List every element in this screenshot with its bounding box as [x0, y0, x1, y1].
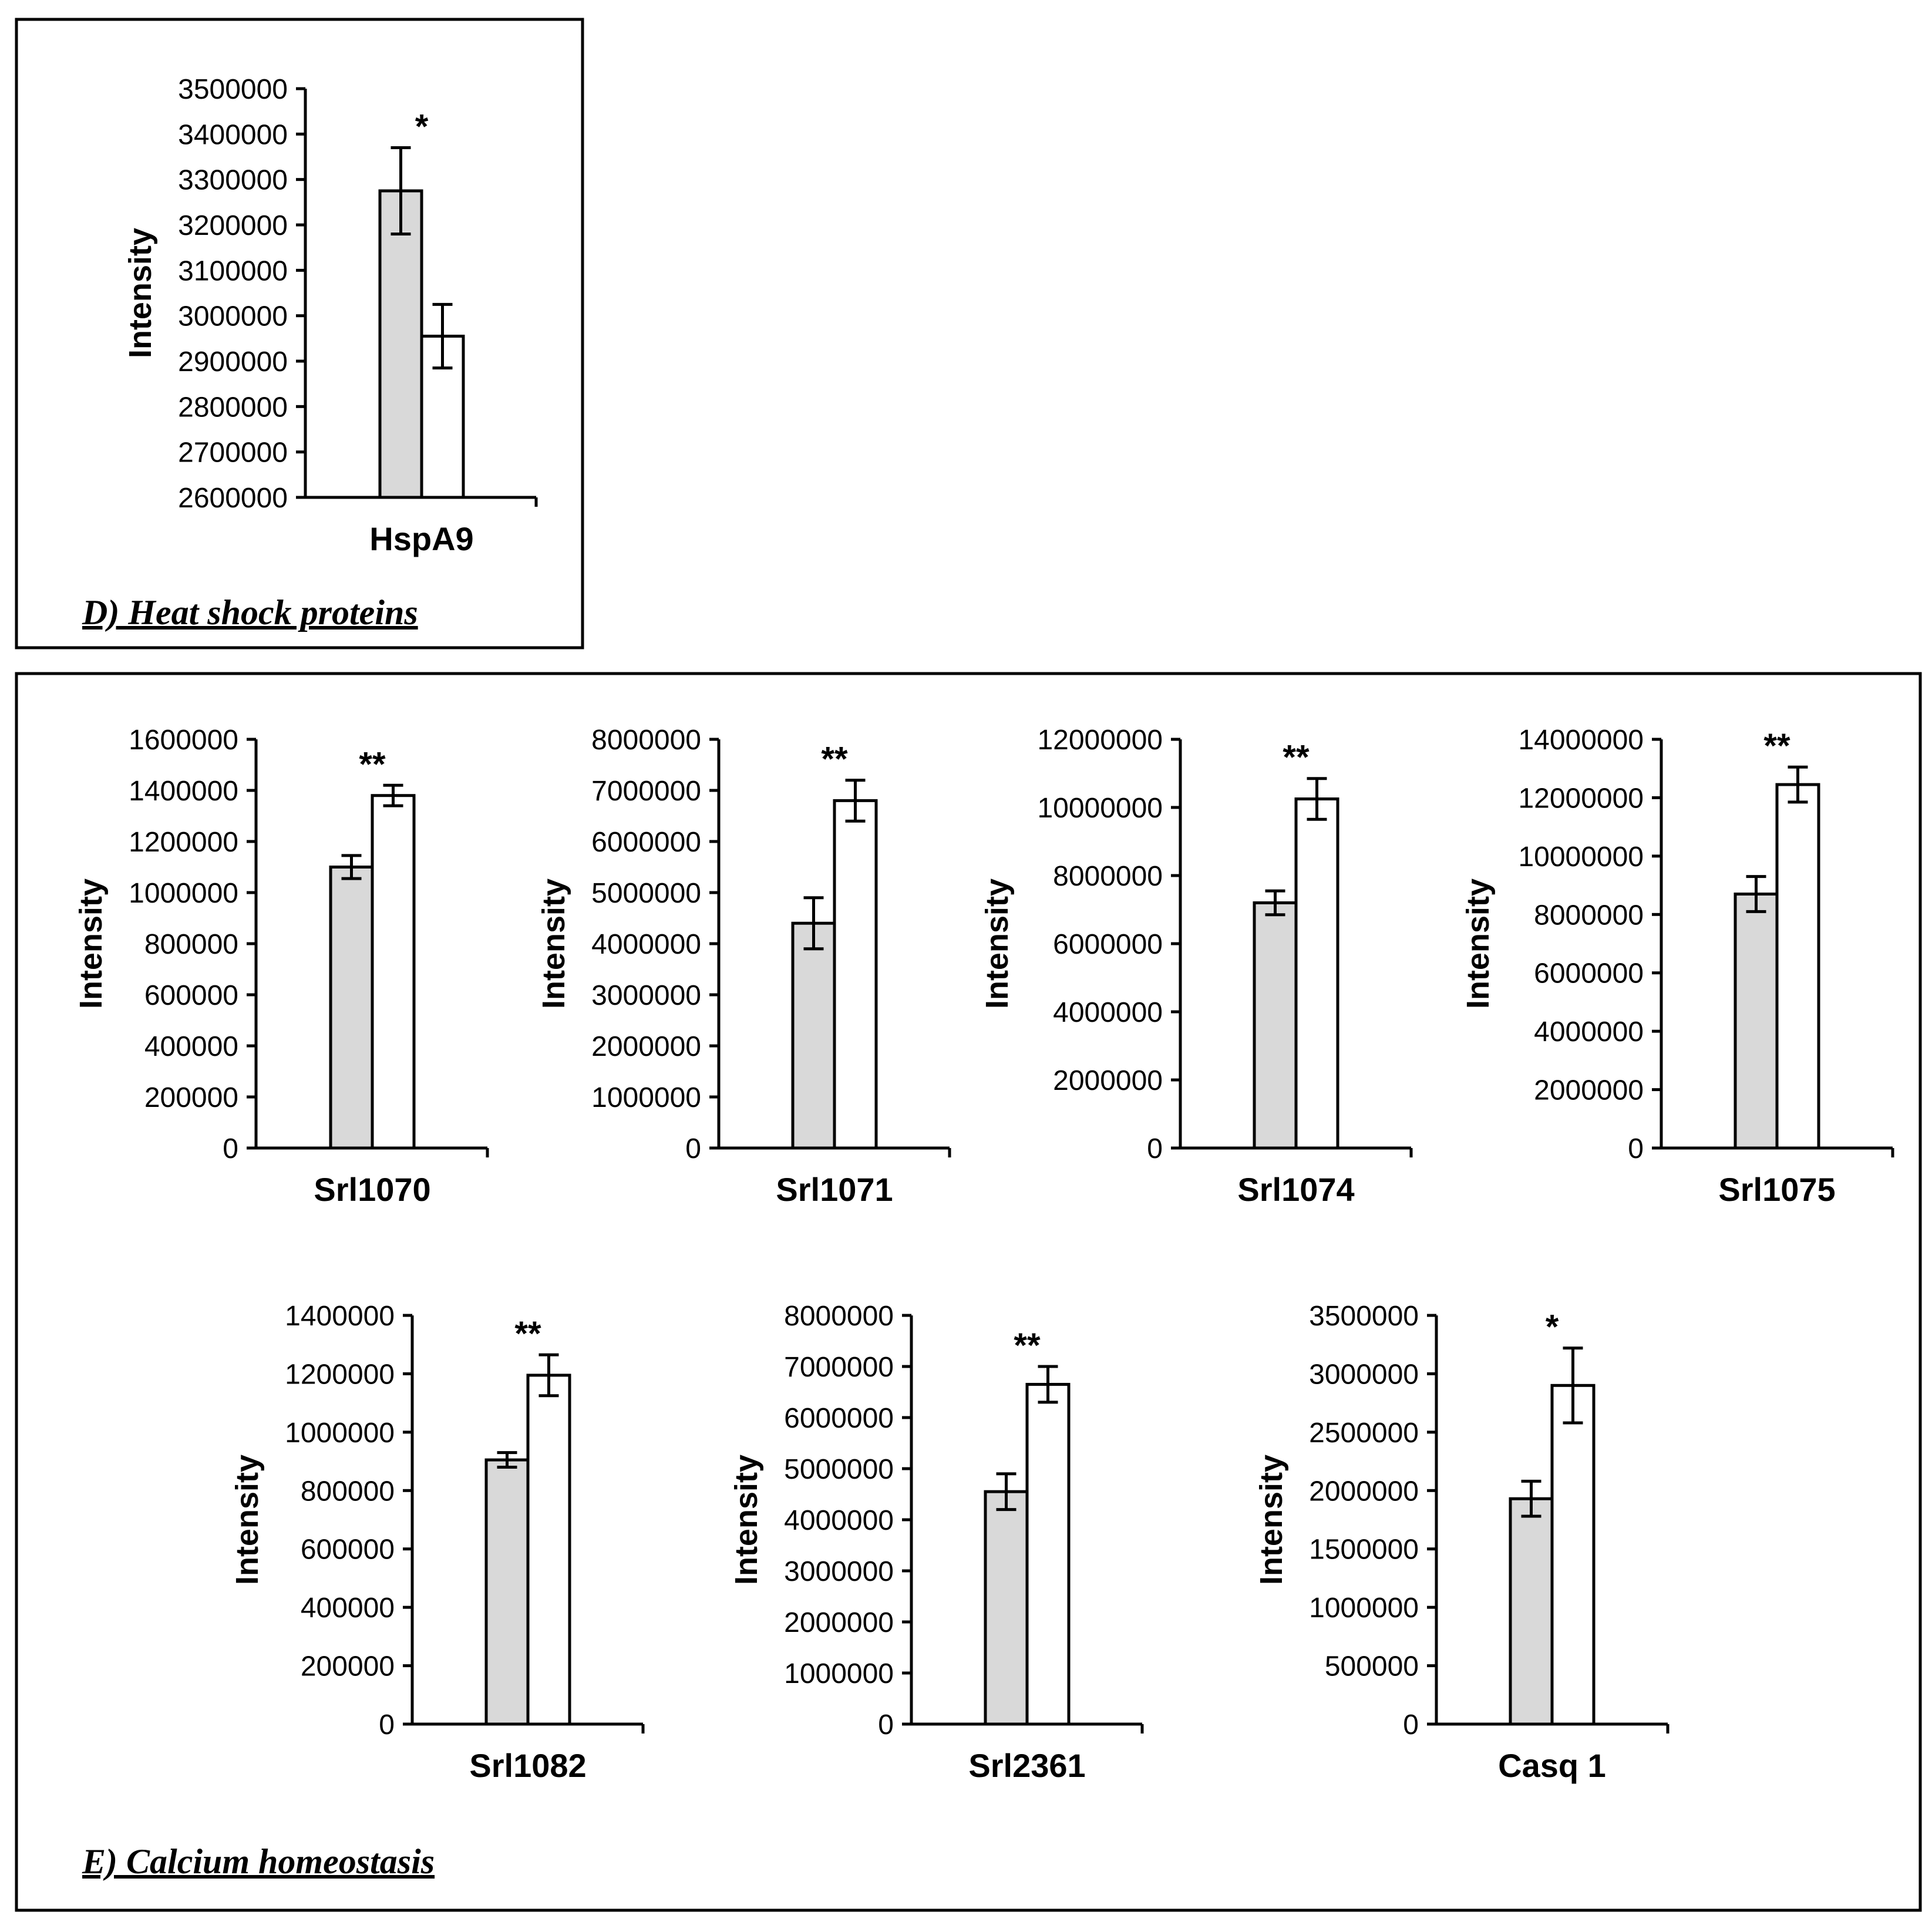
bar-grey [1510, 1499, 1552, 1724]
y-tick-label: 4000000 [784, 1505, 894, 1536]
y-tick-label: 500000 [1324, 1651, 1419, 1682]
y-axis-title: Intensity [980, 878, 1015, 1009]
y-tick-label: 8000000 [591, 725, 701, 756]
y-tick-label: 0 [1628, 1133, 1644, 1164]
y-axis-title: Intensity [229, 1454, 265, 1586]
y-tick-label: 3500000 [1309, 1301, 1419, 1332]
y-tick-label: 4000000 [591, 929, 701, 960]
y-tick-label: 2800000 [178, 392, 288, 423]
y-tick-label: 10000000 [1518, 841, 1644, 873]
y-axis-title: Intensity [728, 1454, 764, 1586]
category-label: Srl1074 [1237, 1171, 1355, 1208]
y-tick-label: 3000000 [591, 980, 701, 1011]
bar-grey [1254, 903, 1296, 1148]
bar-grey [486, 1460, 528, 1724]
y-tick-label: 0 [1147, 1133, 1163, 1164]
y-tick-label: 3100000 [178, 255, 288, 287]
y-tick-label: 1000000 [1309, 1593, 1419, 1624]
y-tick-label: 3300000 [178, 164, 288, 196]
chart-srl1071 [536, 725, 950, 1208]
y-tick-label: 7000000 [591, 776, 701, 807]
y-axis-title: Intensity [1460, 878, 1496, 1009]
bar-white [528, 1375, 570, 1724]
bar-grey [985, 1492, 1027, 1724]
y-tick-label: 6000000 [591, 827, 701, 858]
y-tick-label: 4000000 [1534, 1016, 1644, 1048]
y-tick-label: 2000000 [1309, 1476, 1419, 1507]
y-tick-label: 200000 [144, 1082, 238, 1113]
chart-casq-1 [1254, 1301, 1668, 1784]
y-tick-label: 800000 [300, 1476, 395, 1507]
chart-hspa9 [123, 74, 536, 557]
y-tick-label: 200000 [300, 1651, 395, 1682]
bar-white [1552, 1385, 1594, 1724]
y-tick-label: 1000000 [129, 878, 238, 909]
bar-white [1296, 799, 1338, 1149]
bar-grey [793, 923, 834, 1148]
bar-white [1027, 1384, 1069, 1724]
y-tick-label: 2000000 [1534, 1075, 1644, 1106]
y-tick-label: 3400000 [178, 119, 288, 151]
category-label: Srl2361 [968, 1747, 1086, 1784]
y-tick-label: 1200000 [285, 1359, 395, 1391]
category-label: Srl1075 [1718, 1171, 1836, 1208]
y-tick-label: 2700000 [178, 437, 288, 469]
y-tick-label: 2000000 [784, 1607, 894, 1638]
bar-grey [380, 191, 422, 497]
chart-srl1075 [1460, 725, 1893, 1208]
category-label: Srl1071 [776, 1171, 893, 1208]
significance-marker: ** [821, 740, 848, 779]
y-tick-label: 2600000 [178, 483, 288, 514]
y-tick-label: 1000000 [285, 1417, 395, 1449]
y-tick-label: 8000000 [784, 1301, 894, 1332]
panel-d-frame [16, 19, 583, 648]
y-tick-label: 5000000 [591, 878, 701, 909]
y-tick-label: 8000000 [1053, 861, 1163, 892]
y-tick-label: 8000000 [1534, 900, 1644, 931]
y-axis-title: Intensity [73, 878, 109, 1009]
chart-srl1074 [980, 725, 1411, 1208]
y-tick-label: 2000000 [1053, 1065, 1163, 1096]
y-tick-label: 3000000 [178, 301, 288, 332]
significance-marker: ** [1283, 738, 1310, 777]
significance-marker: ** [1763, 727, 1790, 766]
y-tick-label: 3500000 [178, 74, 288, 105]
y-tick-label: 2500000 [1309, 1417, 1419, 1449]
y-tick-label: 400000 [300, 1593, 395, 1624]
bar-grey [331, 867, 372, 1149]
y-tick-label: 0 [223, 1133, 238, 1164]
chart-srl1082 [230, 1301, 643, 1784]
charts-group [73, 74, 1893, 1784]
y-tick-label: 2900000 [178, 346, 288, 378]
y-tick-label: 0 [878, 1709, 894, 1741]
y-tick-label: 6000000 [1534, 958, 1644, 989]
y-tick-label: 1200000 [129, 827, 238, 858]
y-tick-label: 6000000 [1053, 929, 1163, 960]
y-tick-label: 7000000 [784, 1352, 894, 1383]
chart-srl1070 [73, 725, 487, 1208]
category-label: HspA9 [369, 520, 474, 557]
y-tick-label: 3000000 [1309, 1359, 1419, 1391]
y-tick-label: 5000000 [784, 1454, 894, 1485]
y-tick-label: 2000000 [591, 1031, 701, 1062]
y-tick-label: 3000000 [784, 1556, 894, 1587]
category-label: Srl1082 [469, 1747, 587, 1784]
y-tick-label: 12000000 [1518, 783, 1644, 814]
y-tick-label: 800000 [144, 929, 238, 960]
y-tick-label: 14000000 [1518, 725, 1644, 756]
y-tick-label: 1400000 [129, 776, 238, 807]
y-tick-label: 10000000 [1037, 793, 1163, 824]
chart-srl2361 [729, 1301, 1142, 1784]
y-tick-label: 600000 [300, 1534, 395, 1566]
y-tick-label: 12000000 [1037, 725, 1163, 756]
significance-marker: ** [359, 745, 386, 784]
y-tick-label: 1600000 [129, 725, 238, 756]
y-tick-label: 1000000 [784, 1658, 894, 1689]
y-tick-label: 0 [1403, 1709, 1419, 1741]
bar-white [1777, 785, 1819, 1148]
significance-marker: ** [514, 1315, 541, 1354]
y-tick-label: 1400000 [285, 1301, 395, 1332]
y-tick-label: 1000000 [591, 1082, 701, 1113]
category-label: Srl1070 [314, 1171, 431, 1208]
y-tick-label: 6000000 [784, 1403, 894, 1434]
significance-marker: ** [1014, 1327, 1041, 1365]
bar-grey [1735, 894, 1777, 1148]
bar-white [834, 800, 876, 1148]
y-tick-label: 0 [685, 1133, 701, 1164]
y-tick-label: 4000000 [1053, 997, 1163, 1028]
y-tick-label: 1500000 [1309, 1534, 1419, 1566]
panel-d-title: D) Heat shock proteins [82, 593, 418, 632]
category-label: Casq 1 [1498, 1747, 1606, 1784]
y-axis-title: Intensity [1253, 1454, 1289, 1586]
y-tick-label: 3200000 [178, 210, 288, 241]
y-tick-label: 0 [379, 1709, 395, 1741]
significance-marker: * [1545, 1308, 1559, 1347]
y-tick-label: 400000 [144, 1031, 238, 1062]
panel-e-title: E) Calcium homeostasis [82, 1842, 435, 1881]
bar-white [372, 796, 414, 1148]
y-axis-title: Intensity [122, 227, 158, 359]
significance-marker: * [415, 107, 429, 146]
y-tick-label: 600000 [144, 980, 238, 1011]
y-axis-title: Intensity [536, 878, 571, 1009]
